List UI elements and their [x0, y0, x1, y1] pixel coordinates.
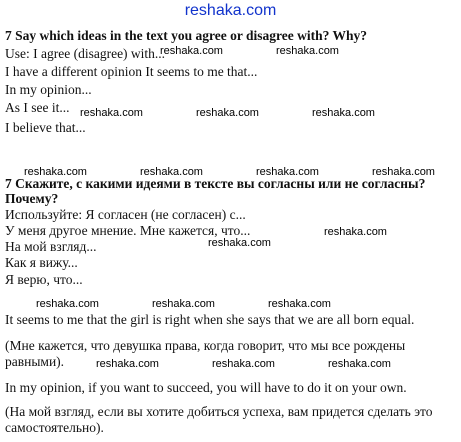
watermark: reshaka.com [160, 45, 223, 57]
use-line-ru-2: У меня другое мнение. Мне кажется, что... [5, 223, 251, 238]
watermark: reshaka.com [372, 166, 435, 178]
site-header-logo[interactable]: reshaka.com [184, 2, 277, 19]
use-line-en-4: As I see it... [5, 100, 70, 115]
use-line-en-3: In my opinion... [5, 82, 92, 97]
answer-1-ru: (Мне кажется, что девушка права, когда говорит, что мы все рождены равными). [5, 338, 406, 369]
watermark: reshaka.com [324, 226, 387, 238]
watermark: reshaka.com [96, 358, 159, 370]
answer-2-en: In my opinion, if you want to succeed, you will have to do it on your own. [5, 380, 407, 395]
use-line-en-5: I believe that... [5, 120, 86, 135]
watermark: reshaka.com [276, 45, 339, 57]
exercise-heading-ru-line2: Почему? [5, 191, 59, 206]
use-line-ru-3: На мой взгляд... [5, 239, 97, 254]
exercise-heading-ru: 7 Скажите, с какими идеями в тексте вы согласны или не согласны? [5, 176, 426, 191]
watermark: reshaka.com [152, 298, 215, 310]
watermark: reshaka.com [80, 107, 143, 119]
watermark: reshaka.com [208, 237, 271, 249]
use-line-ru-4: Как я вижу... [5, 255, 78, 270]
watermark: reshaka.com [328, 358, 391, 370]
use-line-ru-5: Я верю, что... [5, 272, 83, 287]
use-line-en-1: Use: I agree (disagree) with... [5, 46, 166, 61]
watermark: reshaka.com [212, 358, 275, 370]
use-line-en-2: I have a different opinion It seems to me that... [5, 64, 258, 79]
watermark: reshaka.com [312, 107, 375, 119]
answer-1-en: It seems to me that the girl is right when she says that we are all born equal. [5, 312, 415, 327]
watermark: reshaka.com [196, 107, 259, 119]
exercise-heading-en: 7 Say which ideas in the text you agree or disagree with? Why? [5, 28, 368, 43]
watermark: reshaka.com [140, 166, 203, 178]
use-line-ru-1: Используйте: Я согласен (не согласен) с... [5, 207, 246, 222]
answer-2-ru: (На мой взгляд, если вы хотите добиться успеха, вам придется сделать это самостоятельно). [5, 404, 433, 435]
watermark: reshaka.com [24, 166, 87, 178]
watermark: reshaka.com [256, 166, 319, 178]
watermark: reshaka.com [36, 298, 99, 310]
watermark: reshaka.com [268, 298, 331, 310]
